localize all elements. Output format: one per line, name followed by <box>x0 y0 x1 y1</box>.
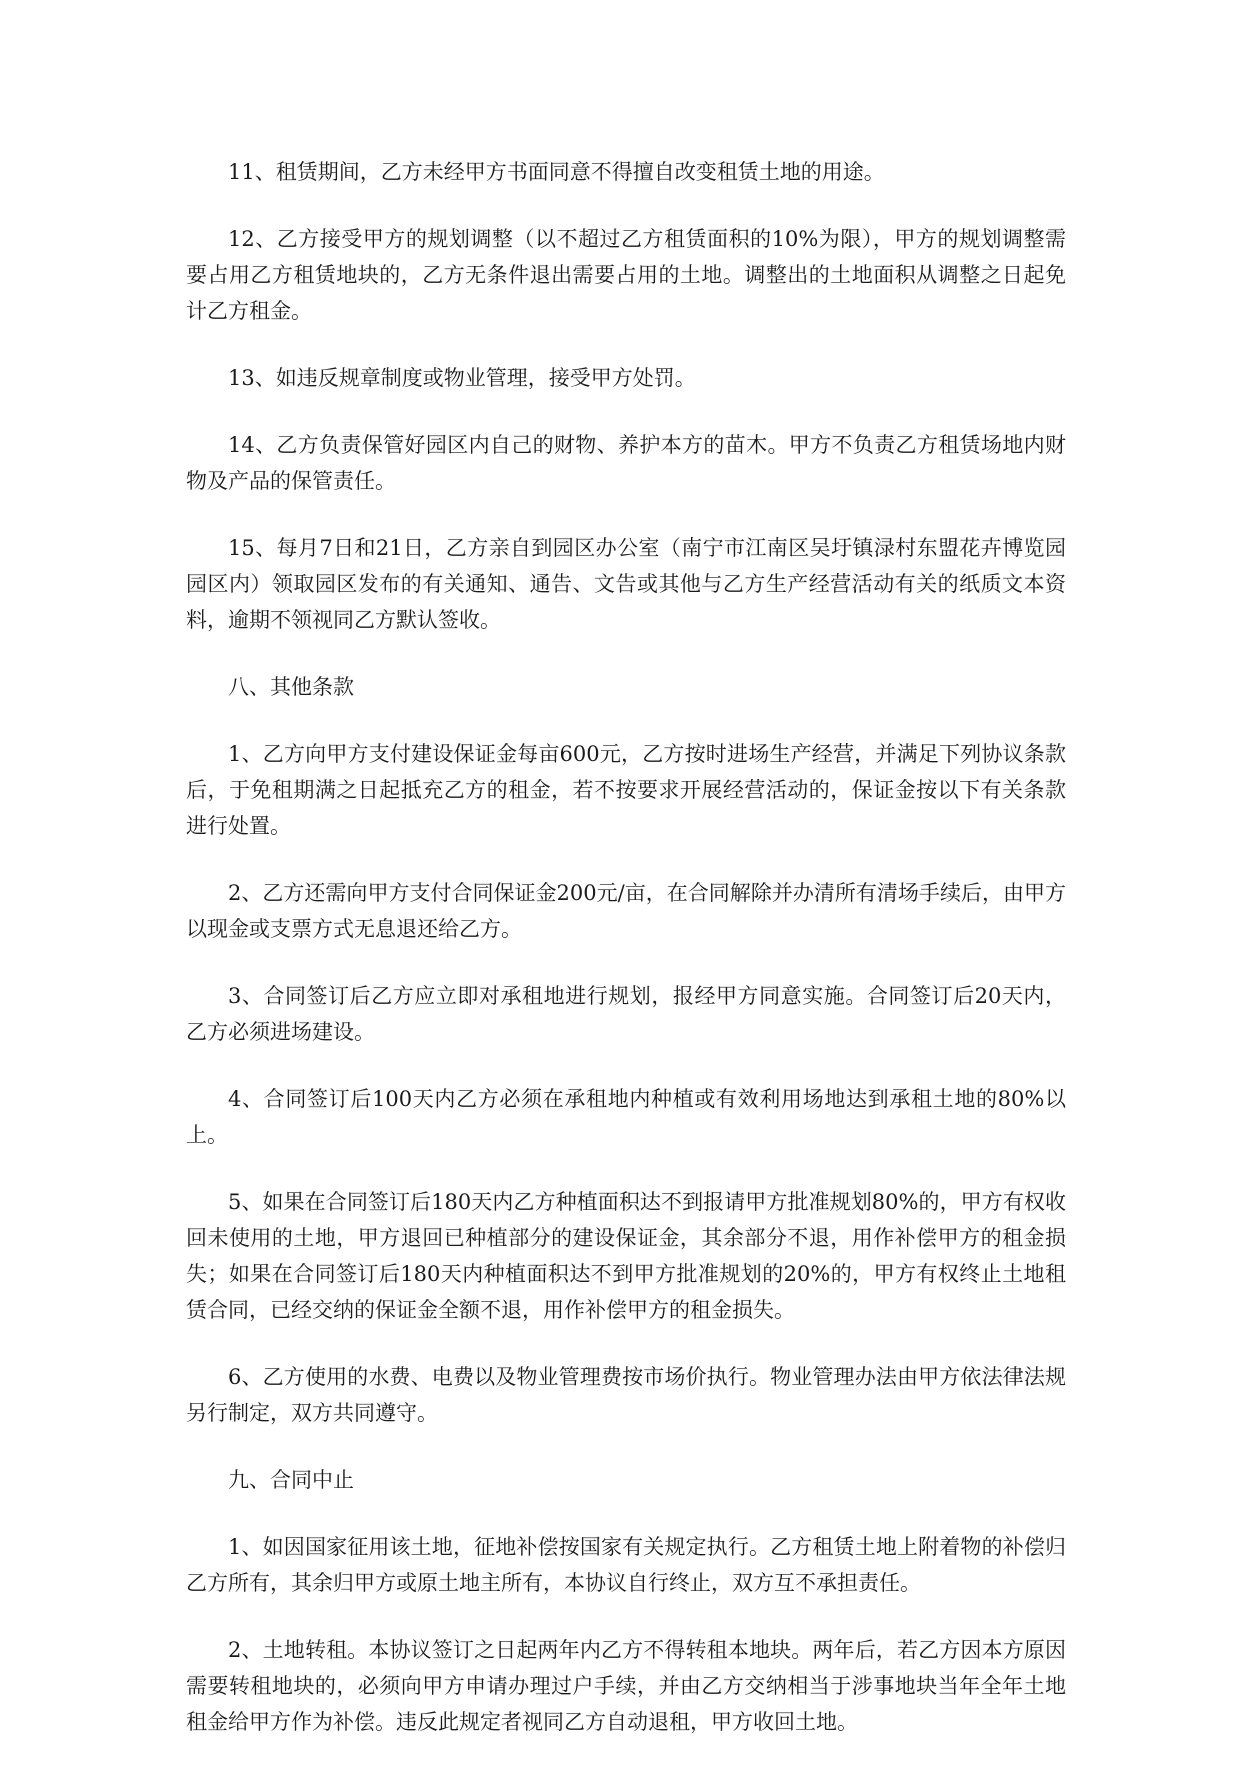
document-body <box>186 154 1066 1771</box>
suspension-clause-1: 1、如因国家征用该土地，征地补偿按国家有关规定执行。乙方租赁土地上附着物的补偿归乙方所有，其余归甲方或原土地主所有，本协议自行终止，双方互不承担责任。 <box>186 1535 1066 1595</box>
clause-14: 14、乙方负责保管好园区内自己的财物、养护本方的苗木。甲方不负责乙方租赁场地内财物及产品的保管责任。 <box>186 433 1066 493</box>
other-terms-clause-4: 4、合同签订后100天内乙方必须在承租地内种植或有效利用场地达到承租土地的80%以上。 <box>186 1087 1066 1147</box>
other-terms-clause-3: 3、合同签订后乙方应立即对承租地进行规划，报经甲方同意实施。合同签订后20天内，乙方必须进场建设。 <box>186 984 1066 1044</box>
other-terms-clause-5: 5、如果在合同签订后180天内乙方种植面积达不到报请甲方批准规划80%的，甲方有权收回未使用的土地，甲方退回已种植部分的建设保证金，其余部分不退，用作补偿甲方的租金损失；如果在合同签订后180天内种植面积达不到甲方批准规划的20%的，甲方有权终止土地租赁合同，已经交纳的保证金全额不退，用作补偿甲方的租金损失。 <box>186 1190 1066 1322</box>
other-terms-clause-1: 1、乙方向甲方支付建设保证金每亩600元，乙方按时进场生产经营，并满足下列协议条款后，于免租期满之日起抵充乙方的租金，若不按要求开展经营活动的，保证金按以下有关条款进行处置。 <box>186 742 1066 838</box>
other-terms-clause-6: 6、乙方使用的水费、电费以及物业管理费按市场价执行。物业管理办法由甲方依法律法规另行制定，双方共同遵守。 <box>186 1365 1066 1425</box>
section-heading-other-terms: 八、其他条款 <box>228 675 354 699</box>
clause-11: 11、租赁期间，乙方未经甲方书面同意不得擅自改变租赁土地的用途。 <box>228 160 885 184</box>
clause-12: 12、乙方接受甲方的规划调整（以不超过乙方租赁面积的10%为限），甲方的规划调整需要占用乙方租赁地块的，乙方无条件退出需要占用的土地。调整出的土地面积从调整之日起免计乙方租金。 <box>186 227 1066 323</box>
suspension-clause-2: 2、土地转租。本协议签订之日起两年内乙方不得转租本地块。两年后，若乙方因本方原因需要转租地块的，必须向甲方申请办理过户手续，并由乙方交纳相当于涉事地块当年全年土地租金给甲方作为补偿。违反此规定者视同乙方自动退租，甲方收回土地。 <box>186 1638 1066 1734</box>
clause-13: 13、如违反规章制度或物业管理，接受甲方处罚。 <box>228 366 696 390</box>
clause-15: 15、每月7日和21日，乙方亲自到园区办公室（南宁市江南区吴圩镇渌村东盟花卉博览园园区内）领取园区发布的有关通知、通告、文告或其他与乙方生产经营活动有关的纸质文本资料，逾期不领视同乙方默认签收。 <box>186 536 1066 632</box>
section-heading-contract-suspension: 九、合同中止 <box>228 1468 354 1492</box>
other-terms-clause-2: 2、乙方还需向甲方支付合同保证金200元/亩，在合同解除并办清所有清场手续后，由甲方以现金或支票方式无息退还给乙方。 <box>186 881 1066 941</box>
